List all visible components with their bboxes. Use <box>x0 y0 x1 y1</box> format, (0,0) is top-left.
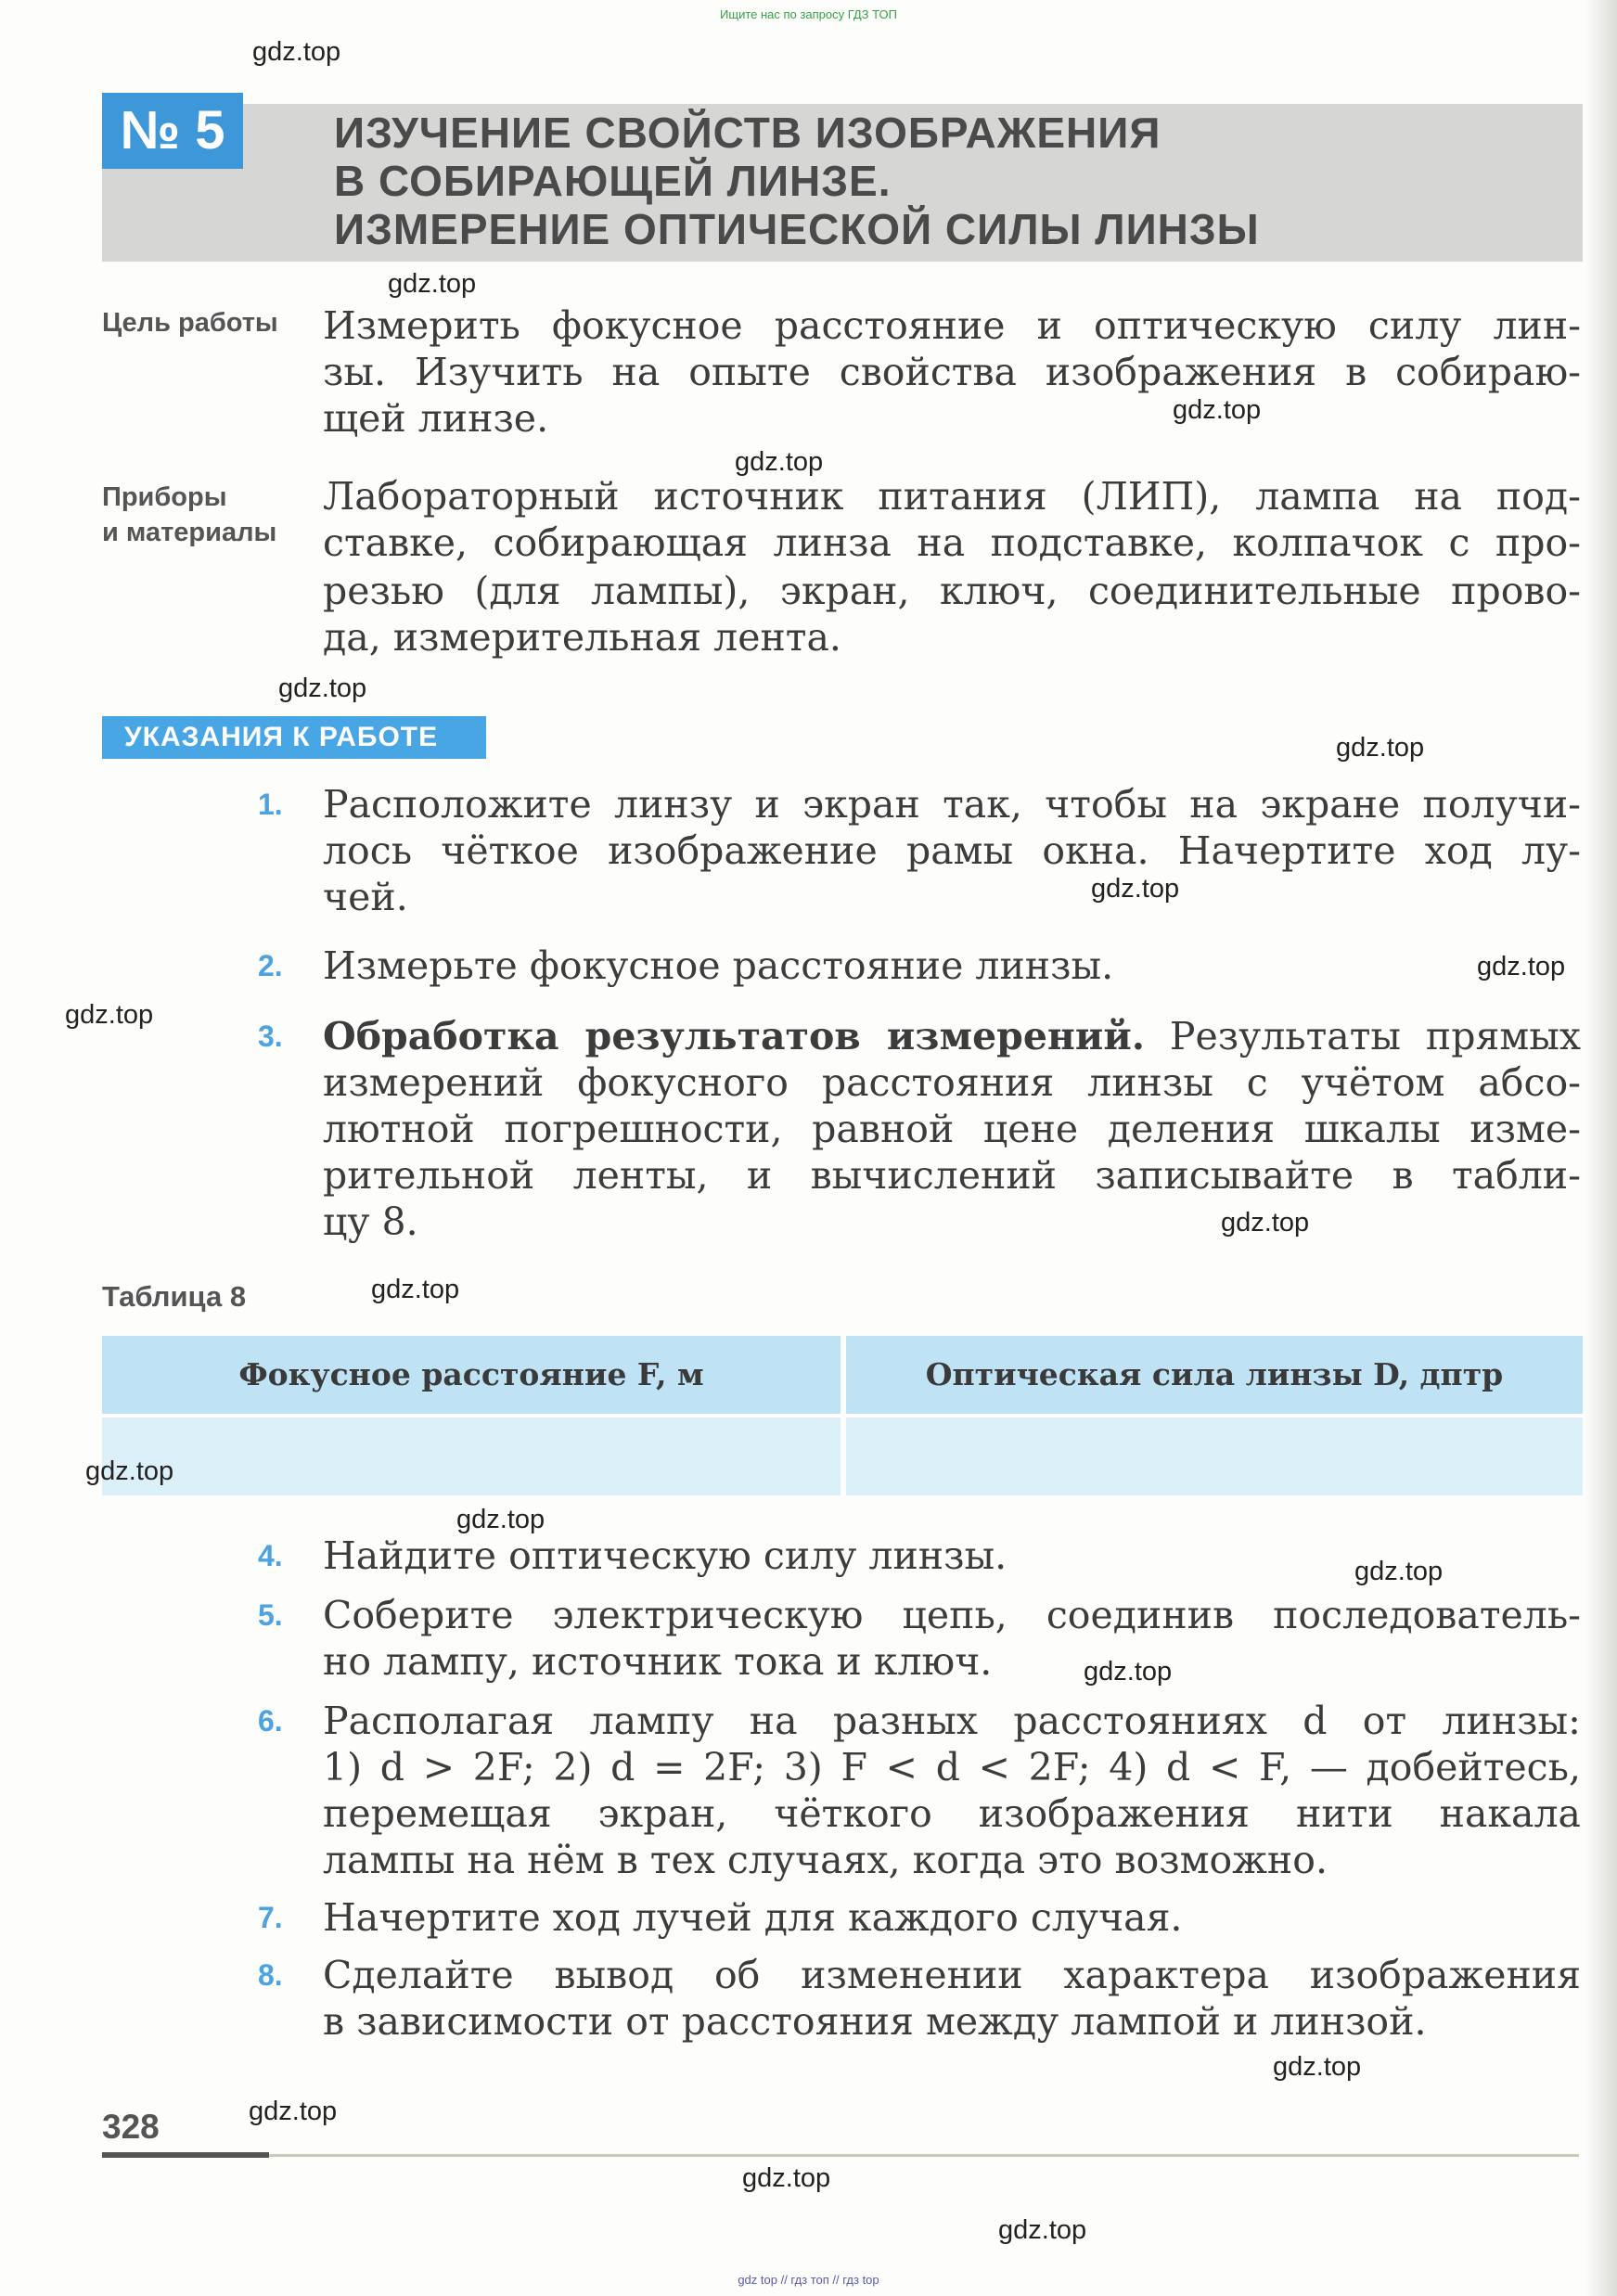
watermark: gdz.top <box>249 2097 338 2126</box>
watermark: gdz.top <box>742 2163 831 2193</box>
goal-line-2: зы. Изучить на опыте свойства изображения в собираю- <box>323 350 1581 394</box>
equipment-label-2: и материалы <box>102 518 277 547</box>
equipment-line-2: ставке, собирающая линза на подставке, колпачок с про- <box>323 520 1581 565</box>
page-number: 328 <box>102 2108 160 2146</box>
step-2-text: Измерьте фокусное расстояние линзы. <box>323 943 1114 988</box>
watermark: gdz.top <box>1084 1657 1173 1687</box>
watermark: gdz.top <box>1336 733 1425 763</box>
page-edge-shadow <box>1585 0 1617 2296</box>
equipment-line-1: Лабораторный источник питания (ЛИП), лампа на под- <box>323 474 1581 519</box>
step-3-line-3: лютной погрешности, равной цене деления шкалы изме- <box>323 1107 1581 1151</box>
table-caption: Таблица 8 <box>102 1280 247 1313</box>
equipment-label-1: Приборы <box>102 482 227 512</box>
watermark: gdz.top <box>371 1275 460 1304</box>
lab-title-line-3: ИЗМЕРЕНИЕ ОПТИЧЕСКОЙ СИЛЫ ЛИНЗЫ <box>334 205 1260 253</box>
section-title: УКАЗАНИЯ К РАБОТЕ <box>102 716 486 759</box>
lab-title-line-2: В СОБИРАЮЩЕЙ ЛИНЗЕ. <box>334 157 892 205</box>
step-1-line-1: Расположите линзу и экран так, чтобы на экране получи- <box>323 782 1581 827</box>
watermark: gdz.top <box>1273 2052 1362 2082</box>
step-6-line-2: 1) d > 2F; 2) d = 2F; 3) F < d < 2F; 4) d < F, — добейтесь, <box>323 1745 1581 1789</box>
step-4-number: 4. <box>258 1539 283 1572</box>
table-cell-optical-power <box>846 1417 1583 1495</box>
bottom-note: gdz top // гдз топ // гдз top <box>738 2273 879 2287</box>
watermark: gdz.top <box>388 269 477 299</box>
step-6-line-4: лампы на нём в тех случаях, когда это возможно. <box>323 1838 1328 1882</box>
watermark: gdz.top <box>1091 874 1180 904</box>
equipment-line-4: да, измерительная лента. <box>323 615 841 660</box>
table-header-optical-power: Оптическая сила линзы D, дптр <box>846 1336 1583 1414</box>
step-3-line-1 <box>323 1013 1581 1059</box>
watermark: gdz.top <box>278 673 367 703</box>
watermark: gdz.top <box>1221 1208 1310 1238</box>
goal-line-1: Измерить фокусное расстояние и оптическую силу лин- <box>323 303 1581 348</box>
goal-label: Цель работы <box>102 308 278 338</box>
equipment-line-3: резью (для лампы), экран, ключ, соединительные прово- <box>323 569 1581 613</box>
watermark: gdz.top <box>252 37 341 67</box>
watermark: gdz.top <box>65 1000 154 1030</box>
watermark: gdz.top <box>456 1505 545 1534</box>
table-cell-focal-length <box>102 1417 841 1495</box>
step-3-line-4: рительной ленты, и вычислений записывайте в табли- <box>323 1153 1581 1198</box>
step-4-text: Найдите оптическую силу линзы. <box>323 1533 1007 1578</box>
step-3-number: 3. <box>258 1020 283 1053</box>
step-5-line-1: Соберите электрическую цепь, соединив последователь- <box>323 1593 1581 1637</box>
step-5-number: 5. <box>258 1598 283 1632</box>
step-3-bold-heading: Обработка результатов измерений. <box>323 1014 1146 1058</box>
footer-rule-dark <box>102 2152 269 2158</box>
step-8-number: 8. <box>258 1958 283 1992</box>
step-1-line-2: лось чёткое изображение рамы окна. Начертите ход лу- <box>323 828 1581 873</box>
watermark: gdz.top <box>1477 952 1566 981</box>
data-table <box>102 1336 1583 1499</box>
watermark: gdz.top <box>1173 395 1262 425</box>
step-1-number: 1. <box>258 788 283 821</box>
watermark: gdz.top <box>998 2215 1087 2245</box>
step-8-line-2: в зависимости от расстояния между лампой и линзой. <box>323 1999 1427 2044</box>
lab-title-line-1: ИЗУЧЕНИЕ СВОЙСТВ ИЗОБРАЖЕНИЯ <box>334 109 1161 157</box>
footer-rule-light <box>269 2154 1579 2157</box>
watermark: gdz.top <box>735 447 824 477</box>
step-6-line-1: Располагая лампу на разных расстояниях d от линзы: <box>323 1699 1581 1743</box>
lab-number: № 5 <box>102 93 243 169</box>
watermark: gdz.top <box>85 1456 174 1486</box>
step-7-number: 7. <box>258 1901 283 1934</box>
step-6-line-3: перемещая экран, чёткого изображения нити накала <box>323 1791 1581 1836</box>
watermark: gdz.top <box>1354 1557 1444 1586</box>
step-3-line-2: измерений фокусного расстояния линзы с учётом абсо- <box>323 1060 1581 1105</box>
step-7-text: Начертите ход лучей для каждого случая. <box>323 1895 1183 1940</box>
step-2-number: 2. <box>258 949 283 982</box>
step-5-line-2: но лампу, источник тока и ключ. <box>323 1639 993 1684</box>
top-search-note: Ищите нас по запросу ГДЗ ТОП <box>720 7 897 21</box>
step-1-line-3: чей. <box>323 875 408 919</box>
goal-line-3: щей линзе. <box>323 396 549 441</box>
step-3-line-5: цу 8. <box>323 1199 418 1244</box>
table-header-focal-length: Фокусное расстояние F, м <box>102 1336 841 1414</box>
step-8-line-1: Сделайте вывод об изменении характера изображения <box>323 1953 1581 1997</box>
step-6-number: 6. <box>258 1704 283 1738</box>
step-3-line-1-rest: Результаты прямых <box>1145 1014 1581 1058</box>
